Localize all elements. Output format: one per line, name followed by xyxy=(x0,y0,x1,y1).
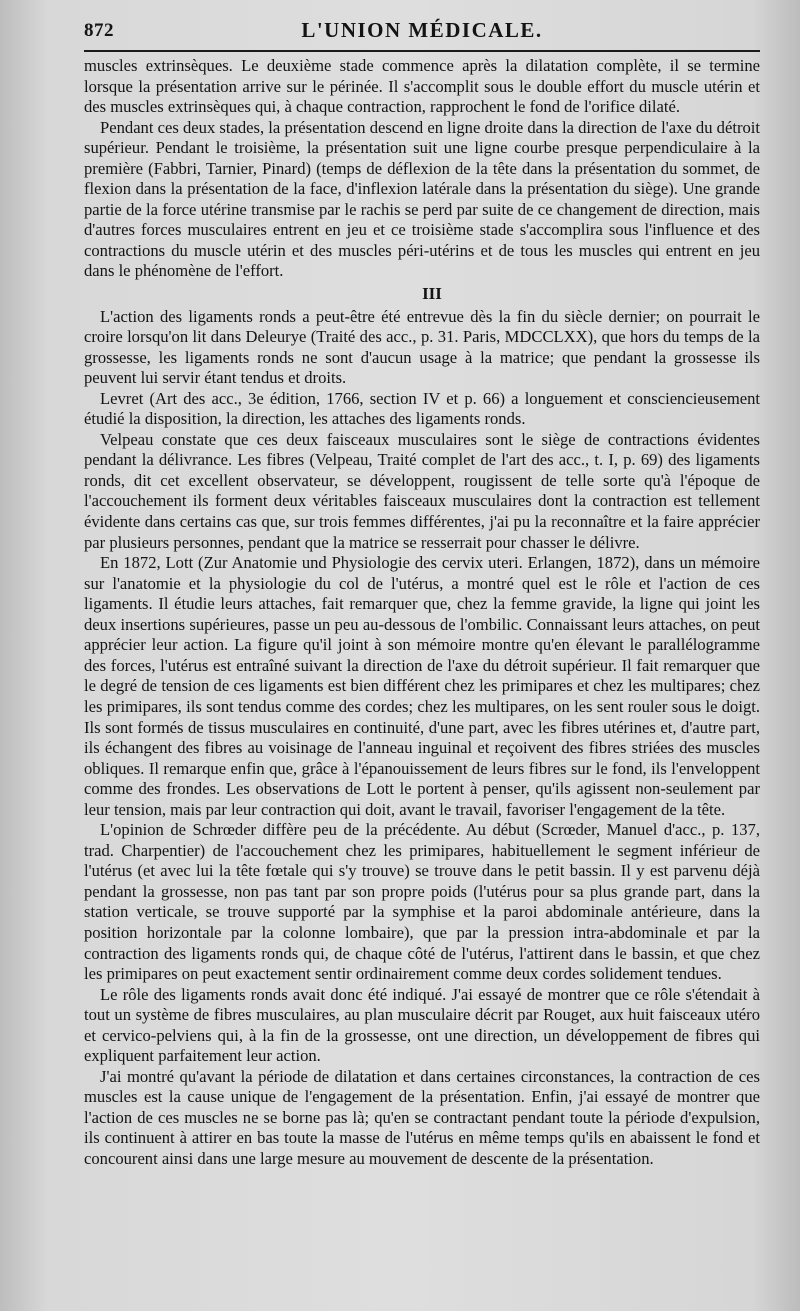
section-heading: III xyxy=(422,284,442,304)
page-number: 872 xyxy=(84,20,114,41)
paragraph: L'opinion de Schrœder diffère peu de la précédente. Au début (Scrœder, Manuel d'acc., p. 137, trad. Charpentier) de l'accouchement chez les primipares, habituellement le segment inférieur de l'utérus (et avec lui la tête fœtale qui s'y trouve) se trouve dans le petit bassin. Il y est parvenu déjà pendant la grossesse, non pas tant par son propre poids (l'utérus pour sa plus grande part, dans la station verticale, se trouve supporté par la symphise et la paroi abdominale antérieure, dans la position horizontale par la colonne lombaire), que par la pression intra-abdominale et par la contraction des ligaments ronds qui, de chaque côté de l'utérus, l'attirent dans le bassin, et que chez les primipares on peut exactement sentir ordinairement comme deux cordes solidement tendues. xyxy=(84,820,760,984)
running-title: L'UNION MÉDICALE. xyxy=(301,18,543,42)
page-header xyxy=(84,16,760,46)
paragraph: Levret (Art des acc., 3e édition, 1766, section IV et p. 66) a longuement et consciencieusement étudié la disposition, la direction, les attaches des ligaments ronds. xyxy=(84,388,760,429)
paragraph: Pendant ces deux stades, la présentation descend en ligne droite dans la direction de l'axe du détroit supérieur. Pendant le troisième, la présentation suit une ligne courbe presque perpendiculaire à la première (Fabbri, Tarnier, Pinard) (temps de déflexion de la tête dans la présentation du sommet, de flexion dans la présentation de la face, d'inflexion latérale dans la présentation du siège). Une grande partie de la force utérine transmise par le rachis se perd par suite de ce changement de direction, mais d'autres forces musculaires entrent en jeu et ce troisième stade s'accomplira sous l'influence et des contractions du muscle utérin et des muscles péri-utérins et de tous les muscles qui entrent en jeu dans le phénomène de l'effort. xyxy=(84,117,760,281)
header-rule xyxy=(84,50,760,52)
paragraph: Velpeau constate que ces deux faisceaux musculaires sont le siège de contractions évidentes pendant la délivrance. Les fibres (Velpeau, Traité complet de l'art des acc., t. I, p. 69) des ligaments ronds, dit cet excellent observateur, se développent, rougissent de telle sorte qu'à l'époque de l'accouchement ils forment deux véritables faisceaux musculaires dont la contraction est tellement évidente dans certains cas que, sur trois femmes différentes, j'ai pu la reconnaître et la faire apprécier par plusieurs personnes, pendant que la matrice se resserrait pour chasser le délivre. xyxy=(84,429,760,552)
paragraph: En 1872, Lott (Zur Anatomie und Physiologie des cervix uteri. Erlangen, 1872), dans un mémoire sur l'anatomie et la physiologie du col de l'utérus, a montré quel est le rôle et l'action de ces ligaments. Il étudie leurs attaches, fait remarquer que, chez la femme gravide, la ligne qui joint les deux insertions supérieures, passe un peu au-dessous de l'ombilic. Connaissant leurs attaches, on peut apprécier leur action. La figure qu'il joint à son mémoire montre qu'en élevant le parallélogramme des forces, l'utérus est entraîné suivant la direction de l'axe du détroit supérieur. Il fait remarquer que le degré de tension de ces ligaments est bien différent chez les primipares et chez les multipares; chez les primipares, ils sont tendus comme des cordes; chez les multipares, on les sent rouler sous le doigt. Ils sont formés de tissus musculaires en continuité, d'une part, avec les fibres utérines et, d'autre part, ils échangent des fibres au voisinage de l'anneau inguinal et reçoivent des fibres striées des muscles obliques. Il remarque enfin que, grâce à l'épanouissement de leurs fibres sur le fond, ils l'enveloppent comme des frondes. Les observations de Lott le portent à penser, qu'ils agissent non-seulement par leur tension, mais par leur contraction qui doit, avant le travail, favoriser l'engagement de la tête. xyxy=(84,553,760,819)
paragraph: muscles extrinsèques. Le deuxième stade commence après la dilatation complète, il se termine lorsque la présentation arrive sur le périnée. Il s'accomplit sous le double effort du muscle utérin et des muscles extrinsèques qui, à chaque contraction, rapprochent le fond de l'orifice dilaté. xyxy=(84,56,760,117)
paragraph: L'action des ligaments ronds a peut-être été entrevue dès la fin du siècle dernier; on pourrait le croire lorsqu'on lit dans Deleurye (Traité des acc., p. 31. Paris, MDCCLXX), que hors du temps de la grossesse, les ligaments ronds ne sont d'aucun usage à la matrice; que pendant la grossesse ils peuvent lui servir étant tendus et droits. xyxy=(84,306,760,388)
article-body xyxy=(84,56,760,1170)
paragraph: J'ai montré qu'avant la période de dilatation et dans certaines circonstances, la contraction de ces muscles est la cause unique de l'engagement de la présentation. Enfin, j'ai essayé de montrer que l'action de ces muscles ne se borne pas là; qu'en se contractant pendant toute la période d'expulsion, ils continuent à attirer en bas toute la masse de l'utérus en même temps qu'ils en abaissent le fond et concourent ainsi dans une large mesure au mouvement de descente de la présentation. xyxy=(84,1066,760,1168)
paragraph: Le rôle des ligaments ronds avait donc été indiqué. J'ai essayé de montrer que ce rôle s'étendait à tout un système de fibres musculaires, au plan musculaire décrit par Rouget, aux huit faisceaux utéro et cervico-pelviens qui, à la fin de la grossesse, ont une direction, un développement de fibres qui expliquent parfaitement leur action. xyxy=(84,984,760,1066)
